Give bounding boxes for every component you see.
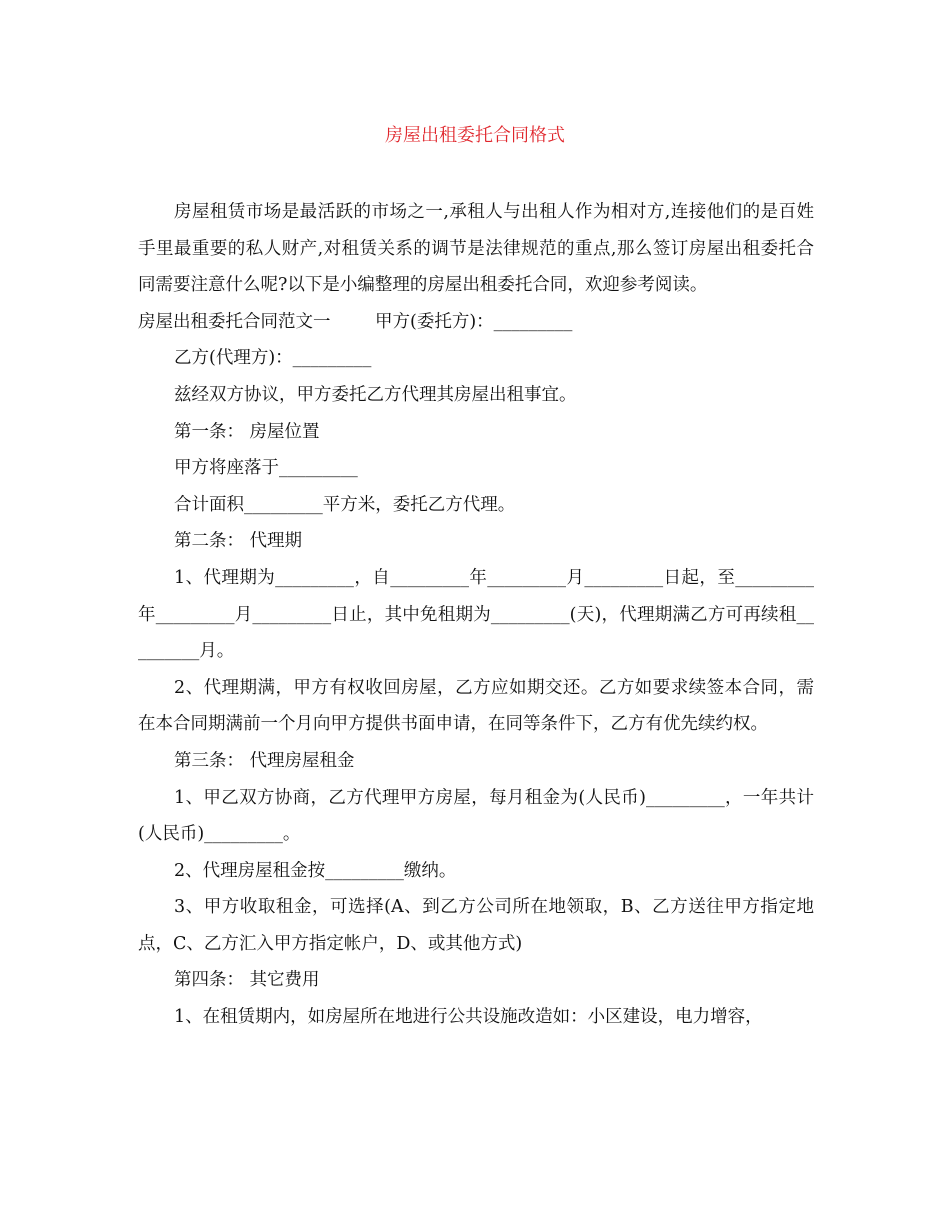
article-1-area: 合计面积_________平方米，委托乙方代理。 — [174, 494, 516, 515]
intro-paragraph: 房屋租赁市场是最活跃的市场之一,承租人与出租人作为相对方,连接他们的是百姓手里最重要的私人财产,对租赁关系的调节是法律规范的重点,那么签订房屋出租委托合同需要注意什么呢?以下是小编整理的房屋出租委托合同，欢迎参考阅读。 — [138, 202, 814, 296]
article-2-clause-2: 2、代理期满，甲方有权收回房屋，乙方应如期交还。乙方如要求续签本合同，需在本合同期满前一个月向甲方提供书面申请，在同等条件下，乙方有优先续约权。 — [138, 677, 814, 735]
sample-heading-party-a: 房屋出租委托合同范文一 甲方(委托方)：_________ — [138, 311, 573, 332]
article-4-heading: 第四条： 其它费用 — [174, 970, 320, 991]
article-4-clause-1: 1、在租赁期内，如房屋所在地进行公共设施改造如：小区建设，电力增容， — [174, 1007, 763, 1028]
article-3-clause-3: 3、甲方收取租金，可选择(A、到乙方公司所在地领取，B、乙方送往甲方指定地点，C、乙方汇入甲方指定帐户，D、或其他方式) — [138, 897, 814, 954]
document-title: 房屋出租委托合同格式 — [385, 125, 565, 146]
article-2-heading: 第二条： 代理期 — [174, 531, 303, 552]
article-3-heading: 第三条： 代理房屋租金 — [174, 750, 355, 771]
party-b-line: 乙方(代理方)：_________ — [174, 348, 372, 369]
article-1-heading: 第一条： 房屋位置 — [174, 421, 320, 442]
article-3-clause-1: 1、甲乙双方协商，乙方代理甲方房屋，每月租金为(人民币)_________，一年共计(人民币)_________。 — [138, 787, 814, 845]
article-2-clause-1: 1、代理期为_________，自_________年_________月_________日起，至_________年_________月_________日止，其中免租期为_________(天)，代理期满乙方可再续租_________月。 — [138, 567, 814, 662]
agreement-statement: 兹经双方协议，甲方委托乙方代理其房屋出租事宜。 — [174, 384, 577, 405]
article-1-location: 甲方将座落于_________ — [174, 458, 358, 479]
article-3-clause-2: 2、代理房屋租金按_________缴纳。 — [174, 860, 457, 881]
document-body — [138, 194, 814, 1036]
